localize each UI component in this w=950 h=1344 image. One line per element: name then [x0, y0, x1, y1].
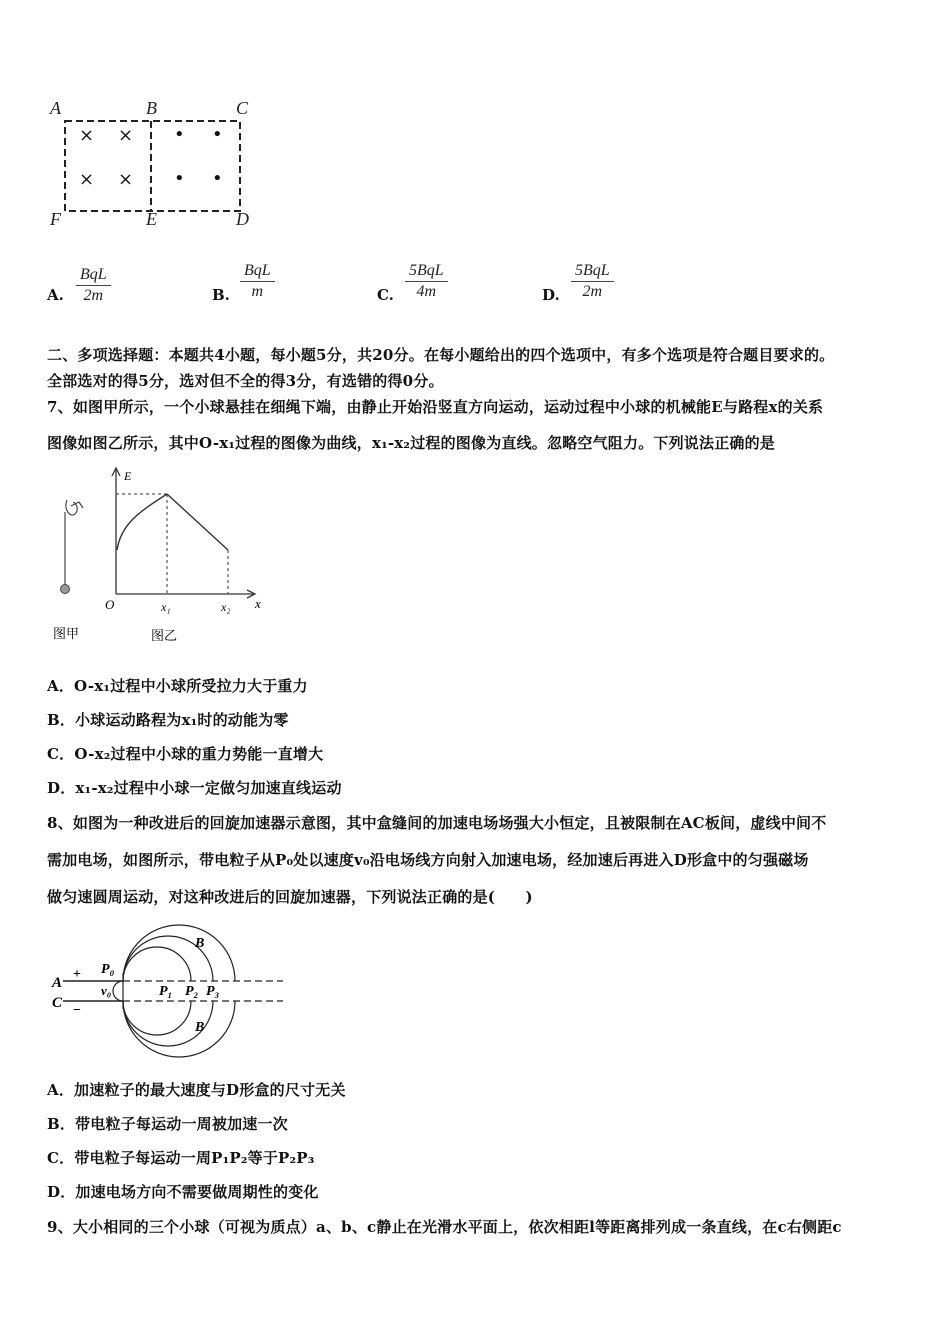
caption-b: 图乙: [151, 628, 178, 643]
option-letter: D.: [542, 286, 560, 304]
field-into-symbol: ×: [118, 125, 134, 146]
fraction: 5BqL 4m: [405, 262, 448, 301]
corner-label-b: B: [146, 98, 157, 118]
energy-graph: [45, 462, 285, 652]
q7-option-d[interactable]: D．x₁-x₂过程中小球一定做匀加速直线运动: [47, 779, 342, 797]
section-heading-cont: 全部选对的得5分，选对但不全的得3分，有选错的得0分。: [47, 372, 444, 390]
b-field-top-label: B: [195, 936, 205, 951]
p1-label: P₁: [159, 984, 173, 999]
corner-label-c: C: [236, 98, 249, 118]
q7-option-b[interactable]: B．小球运动路程为x₁时的动能为零: [47, 711, 289, 729]
field-out-symbol: •: [212, 168, 223, 189]
field-out-symbol: •: [212, 124, 223, 145]
v0-label: v₀: [101, 983, 112, 998]
field-out-symbol: •: [174, 124, 185, 145]
field-into-symbol: ×: [118, 169, 134, 190]
q8-option-a[interactable]: A．加速粒子的最大速度与D形盒的尺寸无关: [47, 1081, 346, 1099]
fraction: BqL 2m: [76, 266, 111, 305]
plate-a-label: A: [52, 975, 63, 991]
corner-label-d: D: [236, 209, 249, 229]
p3-label: P₃: [206, 984, 220, 999]
q8-option-b[interactable]: B．带电粒子每运动一周被加速一次: [47, 1115, 288, 1133]
q8-option-d[interactable]: D．加速电场方向不需要做周期性的变化: [47, 1183, 319, 1201]
origin-label: O: [105, 597, 115, 612]
plate-c-label: C: [52, 995, 63, 1011]
q8-stem-cont: 需加电场，如图所示，带电粒子从P₀处以速度v₀沿电场线方向射入加速电场，经加速后再进入D形盒中的匀强磁场: [47, 851, 809, 869]
option-letter: A.: [47, 286, 64, 304]
corner-label-e: E: [146, 209, 157, 229]
x2-label: x₂: [221, 600, 231, 614]
field-out-symbol: •: [174, 168, 185, 189]
x1-label: x₁: [161, 600, 171, 614]
y-axis-label: E: [124, 469, 132, 483]
q9-stem: 9、大小相同的三个小球（可视为质点）a、b、c静止在光滑水平面上，依次相距l等距离排列成一条直线，在c右侧距c: [47, 1218, 842, 1236]
field-into-symbol: ×: [79, 169, 95, 190]
q7-stem-cont: 图像如图乙所示，其中O-x₁过程的图像为曲线，x₁-x₂过程的图像为直线。忽略空气阻力。下列说法正确的是: [47, 434, 776, 452]
q8-stem-cont2: 做匀速圆周运动，对这种改进后的回旋加速器，下列说法正确的是( ): [47, 888, 533, 906]
q8-figure: [45, 915, 295, 1065]
q7-figure: [45, 462, 285, 652]
q8-option-c[interactable]: C．带电粒子每运动一周P₁P₂等于P₂P₃: [47, 1149, 315, 1167]
x-axis-label: x: [255, 596, 261, 611]
p2-label: P₂: [185, 984, 199, 999]
option-letter: C.: [377, 286, 394, 304]
fraction: BqL m: [240, 262, 275, 301]
q7-stem: 7、如图甲所示，一个小球悬挂在细绳下端，由静止开始沿竖直方向运动，运动过程中小球的机械能E与路程x的关系: [47, 398, 824, 416]
q8-stem: 8、如图为一种改进后的回旋加速器示意图，其中盒缝间的加速电场场强大小恒定，且被限制在AC板间，虚线中间不: [47, 814, 827, 832]
p0-label: P₀: [101, 962, 115, 977]
caption-a: 图甲: [53, 626, 80, 641]
corner-label-f: F: [50, 209, 61, 229]
minus-sign: −: [73, 1003, 81, 1018]
plus-sign: +: [73, 967, 81, 982]
q7-option-a[interactable]: A．O-x₁过程中小球所受拉力大于重力: [47, 677, 308, 695]
corner-label-a: A: [50, 98, 61, 118]
cyclotron-diagram: [45, 915, 295, 1065]
b-field-bottom-label: B: [195, 1020, 205, 1035]
option-letter: B.: [212, 286, 230, 304]
section-heading: 二、多项选择题：本题共4小题，每小题5分，共20分。在每小题给出的四个选项中，有多个选项是符合题目要求的。: [47, 346, 835, 364]
fraction: 5BqL 2m: [571, 262, 614, 301]
field-diagram: [45, 96, 265, 236]
q7-option-c[interactable]: C．O-x₂过程中小球的重力势能一直增大: [47, 745, 324, 763]
field-into-symbol: ×: [79, 125, 95, 146]
